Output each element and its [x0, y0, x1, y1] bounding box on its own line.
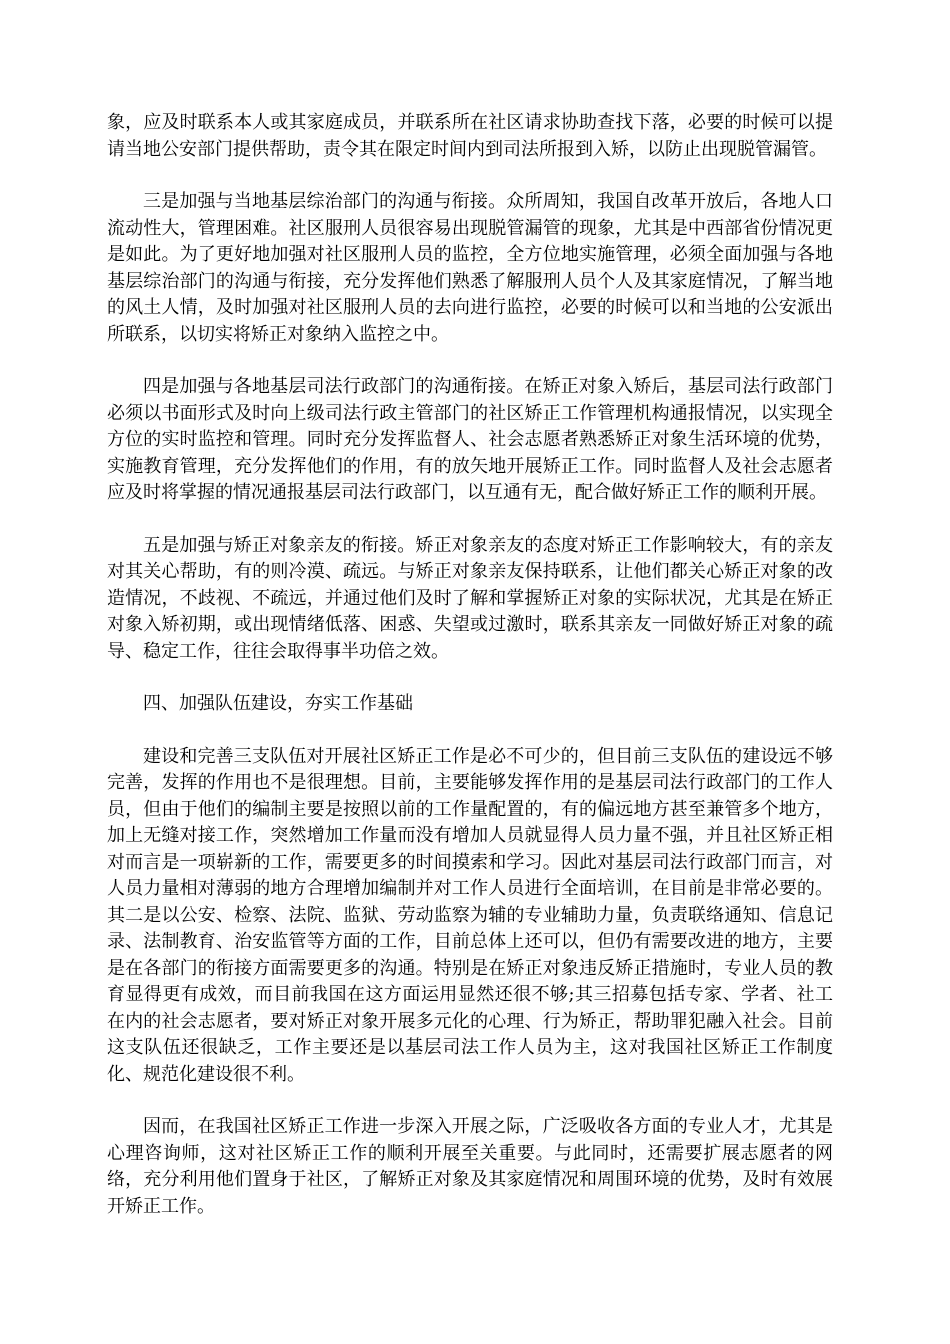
paragraph-three-teams: 建设和完善三支队伍对开展社区矫正工作是必不可少的，但目前三支队伍的建设远不够完善，发挥的作用也不是很理想。目前，主要能够发挥作用的是基层司法行政部门的工作人员，但由于他们的编制主要是按照以前的工作量配置的，有的偏远地方甚至兼管多个地方，加上无缝对接工作，突然增加工作量而没有增加人员就显得人员力量不强，并且社区矫正相对而言是一项崭新的工作，需要更多的时间摸索和学习。因此对基层司法行政部门而言，对人员力量相对薄弱的地方合理增加编制并对工作人员进行全面培训，在目前是非常必要的。其二是以公安、检察、法院、监狱、劳动监察为辅的专业辅助力量，负责联络通知、信息记录、法制教育、治安监管等方面的工作，目前总体上还可以，但仍有需要改进的地方，主要是在各部门的衔接方面需要更多的沟通。特别是在矫正对象违反矫正措施时，专业人员的教育显得更有成效，而目前我国在这方面运用显然还很不够;其三招募包括专家、学者、社工在内的社会志愿者，要对矫正对象开展多元化的心理、行为矫正，帮助罪犯融入社会。目前这支队伍还很缺乏，工作主要还是以基层司法工作人员为主，这对我国社区矫正工作制度化、规范化建设很不利。 — [107, 745, 833, 1085]
paragraph-conclusion: 因而，在我国社区矫正工作进一步深入开展之际，广泛吸收各方面的专业人才，尤其是心理咨询师，这对社区矫正工作的顺利开展至关重要。与此同时，还需要扩展志愿者的网络，充分利用他们置身于社区，了解矫正对象及其家庭情况和周围环境的优势，及时有效展开矫正工作。 — [107, 1116, 833, 1217]
paragraph-continuation: 象，应及时联系本人或其家庭成员，并联系所在社区请求协助查找下落，必要的时候可以提请当地公安部门提供帮助，责令其在限定时间内到司法所报到入矫，以防止出现脱管漏管。 — [107, 112, 833, 160]
paragraph-grassroots-comprehensive: 三是加强与当地基层综治部门的沟通与衔接。众所周知，我国自改革开放后，各地人口流动性大，管理困难。社区服刑人员很容易出现脱管漏管的现象，尤其是中西部省份情况更是如此。为了更好地加强对社区服刑人员的监控，全方位地实施管理，必须全面加强与各地基层综治部门的沟通与衔接，充分发挥他们熟悉了解服刑人员个人及其家庭情况，了解当地的风土人情，及时加强对社区服刑人员的去向进行监控，必要的时候可以和当地的公安派出所联系，以切实将矫正对象纳入监控之中。 — [107, 191, 833, 345]
paragraph-judicial-administration: 四是加强与各地基层司法行政部门的沟通衔接。在矫正对象入矫后，基层司法行政部门必须以书面形式及时向上级司法行政主管部门的社区矫正工作管理机构通报情况，以实现全方位的实时监控和管理。同时充分发挥监督人、社会志愿者熟悉矫正对象生活环境的优势，实施教育管理，充分发挥他们的作用，有的放矢地开展矫正工作。同时监督人及社会志愿者应及时将掌握的情况通报基层司法行政部门，以互通有无，配合做好矫正工作的顺利开展。 — [107, 376, 833, 503]
section-heading: 四、加强队伍建设，夯实工作基础 — [143, 693, 413, 714]
paragraph-relatives: 五是加强与矫正对象亲友的衔接。矫正对象亲友的态度对矫正工作影响较大，有的亲友对其关心帮助，有的则冷漠、疏远。与矫正对象亲友保持联系，让他们都关心矫正对象的改造情况，不歧视、不疏远，并通过他们及时了解和掌握矫正对象的实际状况，尤其是在矫正对象入矫初期，或出现情绪低落、困惑、失望或过激时，联系其亲友一同做好矫正对象的疏导、稳定工作，往往会取得事半功倍之效。 — [107, 534, 833, 662]
document-page — [107, 110, 833, 1246]
